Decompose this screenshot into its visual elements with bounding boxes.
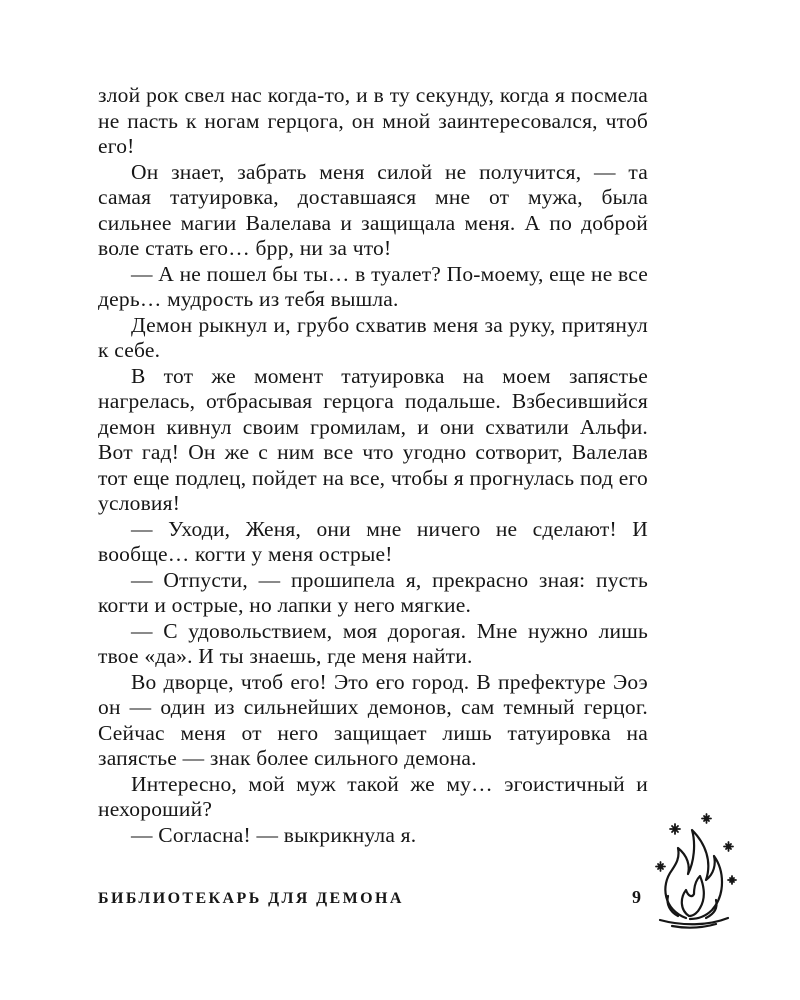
paragraph-1: злой рок свел нас когда-то, и в ту секунду, когда я посмела не пасть к ногам герцога, он мной заинтересовался, чтоб его! bbox=[98, 83, 648, 158]
running-title: БИБЛИОТЕКАРЬ ДЛЯ ДЕМОНА bbox=[98, 890, 404, 907]
flame-icon bbox=[642, 800, 742, 930]
paragraph-3: — А не пошел бы ты… в туалет? По-моему, еще не все дерь… мудрость из тебя вышла. bbox=[98, 261, 648, 311]
paragraph-10: Интересно, мой муж такой же му… эгоистичный и нехороший? bbox=[98, 771, 648, 821]
paragraph-7: — Отпусти, — прошипела я, прекрасно зная: пусть когти и острые, но лапки у него мягкие. bbox=[98, 567, 648, 617]
page-number: 9 bbox=[632, 887, 641, 907]
paragraph-8: — С удовольствием, моя дорогая. Мне нужно лишь твое «да». И ты знаешь, где меня найти. bbox=[98, 618, 648, 668]
paragraph-5: В тот же момент татуировка на моем запястье нагрелась, отбрасывая герцога подальше. Взбесившийся демон кивнул своим громилам, и они схватили Альфи. Вот гад! Он же с ним все что угодно сотворит, Валелав тот еще подлец, пойдет на все, чтобы я прогнулась под его условия! bbox=[98, 363, 648, 515]
paragraph-6: — Уходи, Женя, они мне ничего не сделают! И вообще… когти у меня острые! bbox=[98, 516, 648, 566]
body-text bbox=[98, 83, 648, 848]
paragraph-9: Во дворце, чтоб его! Это его город. В префектуре Эоэ он — один из сильнейших демонов, сам темный герцог. Сейчас меня от него защищает лишь татуировка на запястье — знак более сильного демона. bbox=[98, 669, 648, 770]
paragraph-2: Он знает, забрать меня силой не получится, — та самая татуировка, доставшаяся мне от мужа, была сильнее магии Валелава и защищала меня. А по доброй воле стать его… брр, ни за что! bbox=[98, 159, 648, 260]
paragraph-11: — Согласна! — выкрикнула я. bbox=[131, 822, 417, 847]
paragraph-4: Демон рыкнул и, грубо схватив меня за руку, притянул к себе. bbox=[98, 312, 648, 362]
